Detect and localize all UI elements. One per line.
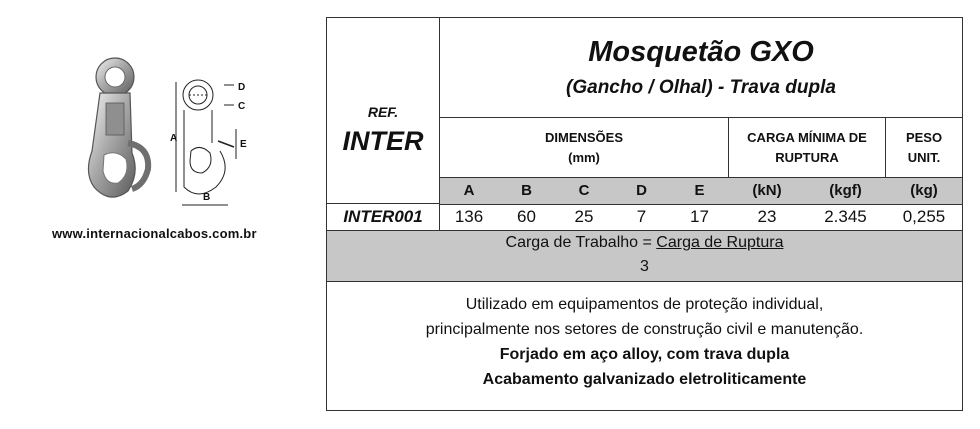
snap-hook-figure [70, 55, 270, 215]
header-breaking-load-line1: CARGA MÍNIMA DE [747, 129, 867, 145]
unit-kn: (kN) [752, 182, 782, 199]
value-kgf: 2.345 [824, 207, 867, 226]
description [327, 282, 962, 410]
value-c: 25 [574, 207, 594, 226]
description-line-4: Acabamento galvanizado eletroliticamente [482, 371, 807, 388]
formula-numerator-line [327, 234, 962, 252]
spec-table [326, 17, 963, 411]
dim-label-d: D [238, 82, 246, 93]
formula-divisor: 3 [640, 258, 649, 275]
unit-kg: (kg) [910, 182, 938, 199]
snap-hook-drawing [176, 80, 236, 205]
unit-a: A [463, 182, 475, 199]
value-e: 17 [690, 207, 709, 226]
value-a: 136 [454, 207, 484, 226]
unit-b: B [521, 182, 532, 199]
product-title: Mosquetão GXO [588, 36, 814, 68]
unit-c: C [578, 182, 590, 199]
header-dimensions-line1: DIMENSÕES [544, 129, 623, 145]
unit-d: D [636, 182, 647, 199]
dim-label-c: C [238, 101, 246, 112]
value-d: 7 [636, 207, 647, 226]
website-url: www.internacionalcabos.com.br [52, 226, 257, 241]
value-kg: 0,255 [902, 207, 946, 226]
header-unit-weight-line2: UNIT. [907, 149, 941, 165]
header-unit-weight [886, 118, 962, 178]
values-row [440, 204, 962, 230]
unit-e: E [694, 182, 705, 199]
ref-cell [327, 18, 440, 204]
product-code: INTER001 [327, 204, 440, 230]
unit-kgf: (kgf) [829, 182, 862, 199]
description-line-1: Utilizado em equipamentos de proteção individual, [465, 296, 824, 313]
header-dimensions [440, 118, 729, 178]
snap-hook-photo [88, 58, 148, 197]
product-panel [0, 0, 326, 429]
product-subtitle: (Gancho / Olhal) - Trava dupla [566, 77, 836, 98]
value-b: 60 [517, 207, 536, 226]
dim-label-b: B [203, 192, 211, 203]
description-line-3: Forjado em aço alloy, com trava dupla [499, 346, 790, 363]
header-breaking-load-line2: RUPTURA [775, 149, 839, 165]
ref-code: INTER [342, 126, 424, 156]
header-breaking-load [729, 118, 886, 178]
working-load-formula [327, 230, 962, 282]
dim-label-a: A [170, 133, 178, 144]
title-cell [440, 18, 962, 118]
header-dimensions-line2: (mm) [568, 149, 600, 165]
formula-left: Carga de Trabalho = [505, 234, 657, 251]
dim-label-e: E [240, 139, 247, 150]
ref-label: REF. [367, 104, 399, 120]
value-kn: 23 [757, 207, 777, 226]
units-row [440, 178, 962, 205]
header-unit-weight-line1: PESO [905, 129, 943, 145]
description-line-2: principalmente nos setores de construção civil e manutenção. [425, 321, 864, 338]
formula-right: Carga de Ruptura [656, 234, 784, 251]
